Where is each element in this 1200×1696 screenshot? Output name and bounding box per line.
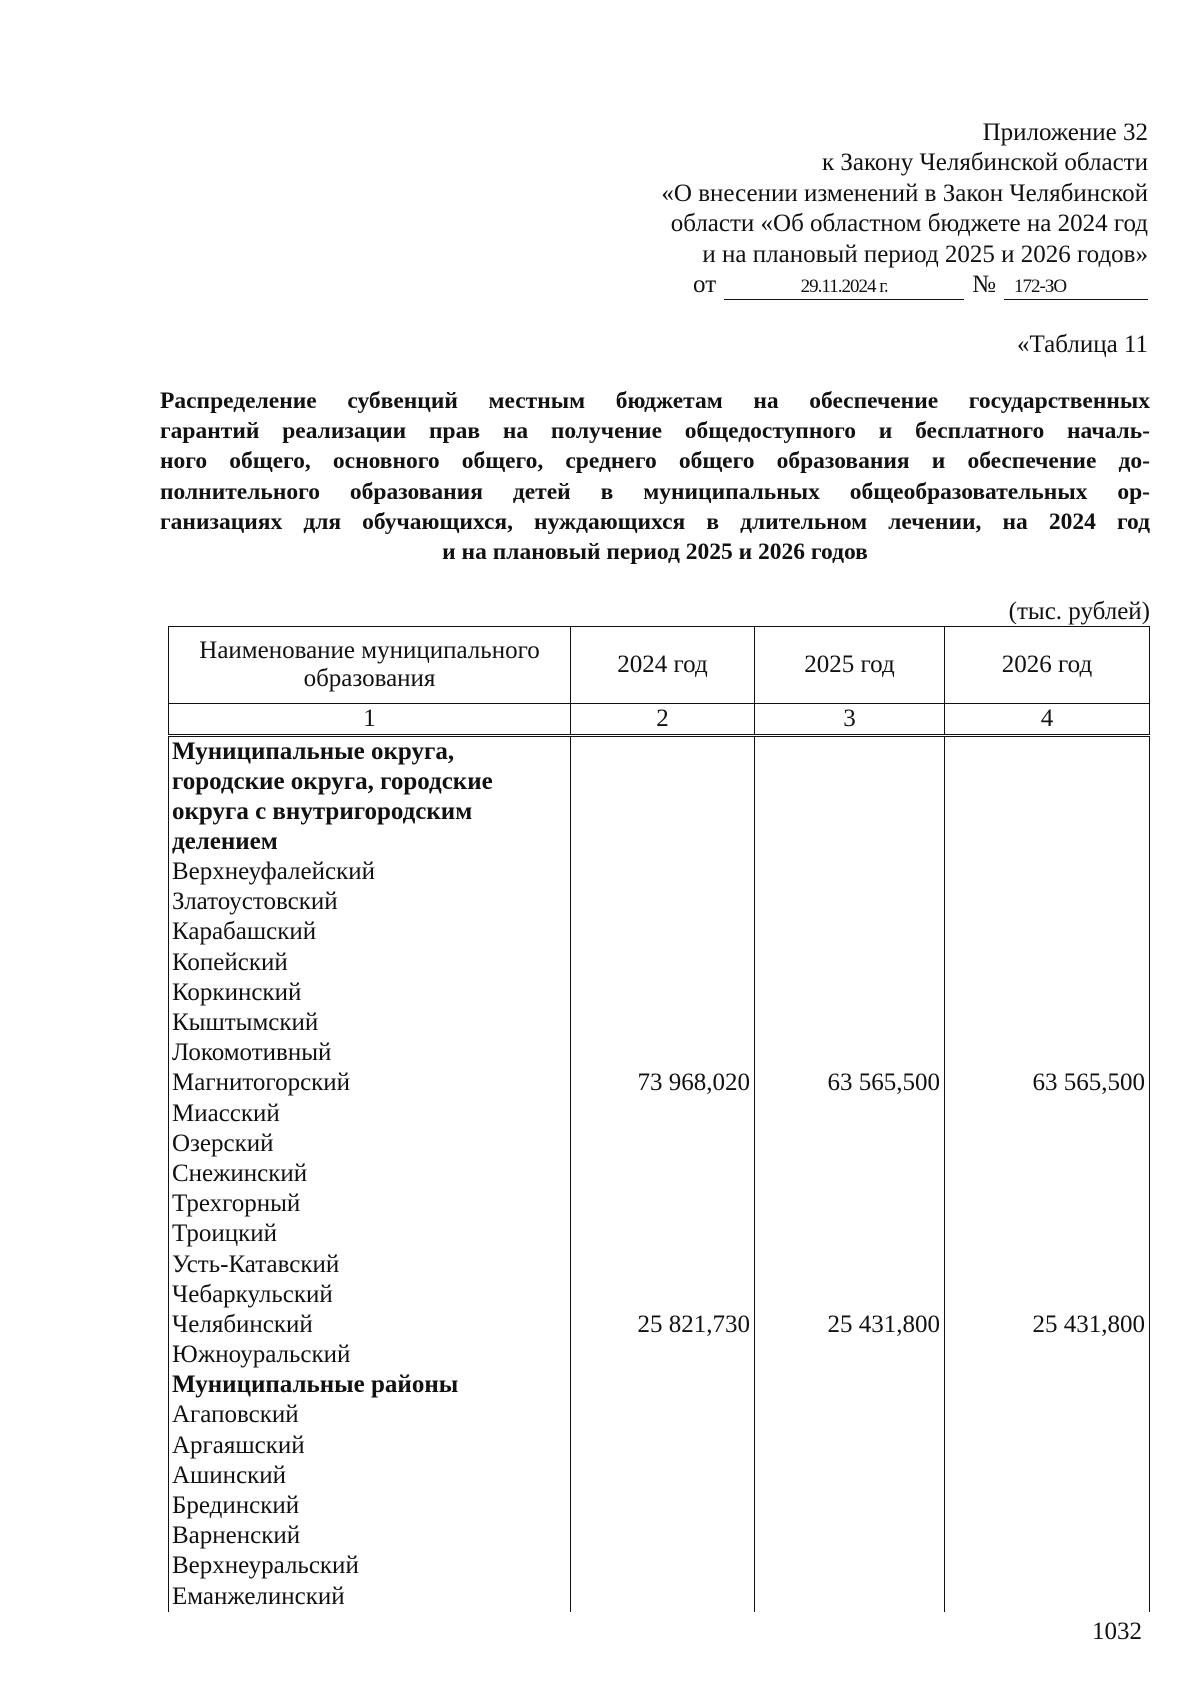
municipality-name: Чебаркульский [169,1280,571,1310]
municipality-name: Копейский [169,948,571,978]
table-row [169,1461,1150,1491]
value-2024 [571,1159,755,1189]
title-line: полнительного образования детей в муниципальных общеобразовательных ор- [160,478,1150,505]
law-number: 172-ЗО [1004,275,1148,300]
value-2024 [571,1551,755,1581]
value-2025 [755,1008,945,1038]
municipality-name: Снежинский [169,1159,571,1189]
value-2026 [945,887,1150,917]
value-2024 [571,1400,755,1430]
table-row [169,1400,1150,1430]
municipality-name: Кыштымский [169,1008,571,1038]
value-2024 [571,917,755,947]
value-2026 [945,1431,1150,1461]
table-row [169,1159,1150,1189]
appendix-line: и на плановый период 2025 и 2026 годов» [702,240,1148,268]
value-2025 [755,1159,945,1189]
title-line: Распределение субвенций местным бюджетам на обеспечение государственных [160,388,1150,414]
value-2025 [755,887,945,917]
table-row [169,978,1150,1008]
municipality-name: Карабашский [169,917,571,947]
table-row [169,1250,1150,1280]
group-header-row [169,1370,1150,1400]
value-2024 [571,948,755,978]
value-2024 [571,1582,755,1612]
law-date: 29.11.2024 г. [724,275,964,300]
appendix-line: «О внесении изменений в Закон Челябинской [661,179,1148,207]
value-2025 [755,1431,945,1461]
value-cell [945,736,1150,858]
column-header-2025: 2025 год [755,627,945,704]
value-2025 [755,1340,945,1370]
value-2024 [571,1431,755,1461]
municipality-name: Южноуральский [169,1340,571,1370]
value-cell [755,1370,945,1400]
municipality-name: Верхнеуфалейский [169,857,571,887]
value-2026 [945,1219,1150,1249]
municipality-name: Ашинский [169,1461,571,1491]
table-body [169,736,1150,1612]
header-row [169,627,1150,704]
value-2024 [571,1250,755,1280]
column-number: 2 [571,704,755,736]
table-row [169,1280,1150,1310]
municipality-name: Магнитогорский [169,1068,571,1098]
value-2024 [571,887,755,917]
municipality-name: Брединский [169,1491,571,1521]
municipality-name: Златоустовский [169,887,571,917]
value-2025: 25 431,800 [755,1310,945,1340]
value-2026 [945,917,1150,947]
value-2024 [571,1189,755,1219]
title-line: и на плановый период 2025 и 2026 годов [442,539,868,566]
value-2026 [945,1159,1150,1189]
table-row [169,1068,1150,1098]
value-2024: 25 821,730 [571,1310,755,1340]
value-cell [571,1370,755,1400]
value-2026: 63 565,500 [945,1068,1150,1098]
law-date-number-line [661,270,1148,300]
municipality-name: Аргаяшский [169,1431,571,1461]
column-number-row [169,704,1150,736]
value-2025 [755,978,945,1008]
table-row [169,1219,1150,1249]
municipality-name: Еманжелинский [169,1582,571,1612]
page-number: 1032 [1092,1618,1142,1645]
value-2026 [945,1551,1150,1581]
value-2025 [755,1461,945,1491]
column-number: 3 [755,704,945,736]
column-header-2024: 2024 год [571,627,755,704]
value-2024 [571,1038,755,1068]
value-2025 [755,948,945,978]
table-row [169,887,1150,917]
appendix-line: Приложение 32 [982,119,1148,146]
title-line: гарантий реализации прав на получение общедоступного и бесплатного началь- [160,418,1150,445]
value-2026 [945,1400,1150,1430]
municipality-name: Челябинский [169,1310,571,1340]
municipality-name: Трехгорный [169,1189,571,1219]
value-2025 [755,1521,945,1551]
column-number: 4 [945,704,1150,736]
value-2024 [571,1219,755,1249]
value-2026 [945,1038,1150,1068]
value-2026 [945,1099,1150,1129]
value-2025 [755,917,945,947]
value-2024 [571,1099,755,1129]
group-header-row [169,736,1150,858]
table-row [169,1340,1150,1370]
table-row [169,1521,1150,1551]
from-label: от [693,271,717,299]
group-title: Муниципальные округа, городские округа, городские округа с внутригородским делением [169,736,571,858]
value-2025 [755,1491,945,1521]
municipality-name: Миасский [169,1099,571,1129]
table-row [169,1551,1150,1581]
title-line: ганизациях для обучающихся, нуждающихся в длительном лечении, на 2024 год [160,508,1150,535]
table-row [169,917,1150,947]
municipality-name: Агаповский [169,1400,571,1430]
value-2026 [945,978,1150,1008]
municipality-name: Троицкий [169,1219,571,1249]
value-2026 [945,857,1150,887]
value-2025 [755,1099,945,1129]
units-label: (тыс. рублей) [1008,598,1150,625]
value-cell [945,1370,1150,1400]
value-2024 [571,1280,755,1310]
value-2026 [945,1280,1150,1310]
value-2025 [755,1038,945,1068]
column-number: 1 [169,704,571,736]
table-row [169,1310,1150,1340]
value-2026 [945,1582,1150,1612]
municipality-name: Коркинский [169,978,571,1008]
value-2025 [755,1250,945,1280]
appendix-line: области «Об областном бюджете на 2024 год [670,210,1148,238]
value-2024 [571,857,755,887]
value-2024 [571,1008,755,1038]
value-cell [571,736,755,858]
value-2024: 73 968,020 [571,1068,755,1098]
value-2026 [945,1129,1150,1159]
table-row [169,1431,1150,1461]
value-2026 [945,1189,1150,1219]
table-row [169,948,1150,978]
value-2025 [755,1189,945,1219]
appendix-line: к Закону Челябинской области [822,149,1148,177]
municipality-name: Локомотивный [169,1038,571,1068]
number-label: № [972,271,996,299]
value-2024 [571,1340,755,1370]
value-2026 [945,1340,1150,1370]
value-2026: 25 431,800 [945,1310,1150,1340]
group-title: Муниципальные районы [169,1370,571,1400]
value-2025 [755,1582,945,1612]
table-row [169,1008,1150,1038]
value-2026 [945,1491,1150,1521]
title-line: ного общего, основного общего, среднего общего образования и обеспечение до- [160,448,1150,475]
column-header-2026: 2026 год [945,627,1150,704]
table-label: «Таблица 11 [1017,331,1148,358]
appendix-header [661,118,1148,300]
value-2026 [945,1461,1150,1491]
document-title [160,386,1150,567]
value-2025 [755,1280,945,1310]
value-2025 [755,1219,945,1249]
column-header-name: Наименование муниципального образования [169,627,571,704]
value-2025 [755,1400,945,1430]
value-2026 [945,1008,1150,1038]
value-cell [755,736,945,858]
value-2026 [945,1250,1150,1280]
value-2024 [571,1461,755,1491]
table-row [169,1582,1150,1612]
subvention-table [168,626,1150,1612]
table-row [169,1099,1150,1129]
municipality-name: Верхнеуральский [169,1551,571,1581]
table-row [169,1038,1150,1068]
table-row [169,1129,1150,1159]
value-2026 [945,948,1150,978]
table-row [169,1189,1150,1219]
table-row [169,857,1150,887]
value-2025 [755,857,945,887]
municipality-name: Варненский [169,1521,571,1551]
municipality-name: Озерский [169,1129,571,1159]
value-2024 [571,1521,755,1551]
municipality-name: Усть-Катавский [169,1250,571,1280]
table-row [169,1491,1150,1521]
value-2024 [571,1491,755,1521]
value-2025 [755,1551,945,1581]
value-2026 [945,1521,1150,1551]
value-2025 [755,1129,945,1159]
value-2025: 63 565,500 [755,1068,945,1098]
value-2024 [571,978,755,1008]
value-2024 [571,1129,755,1159]
